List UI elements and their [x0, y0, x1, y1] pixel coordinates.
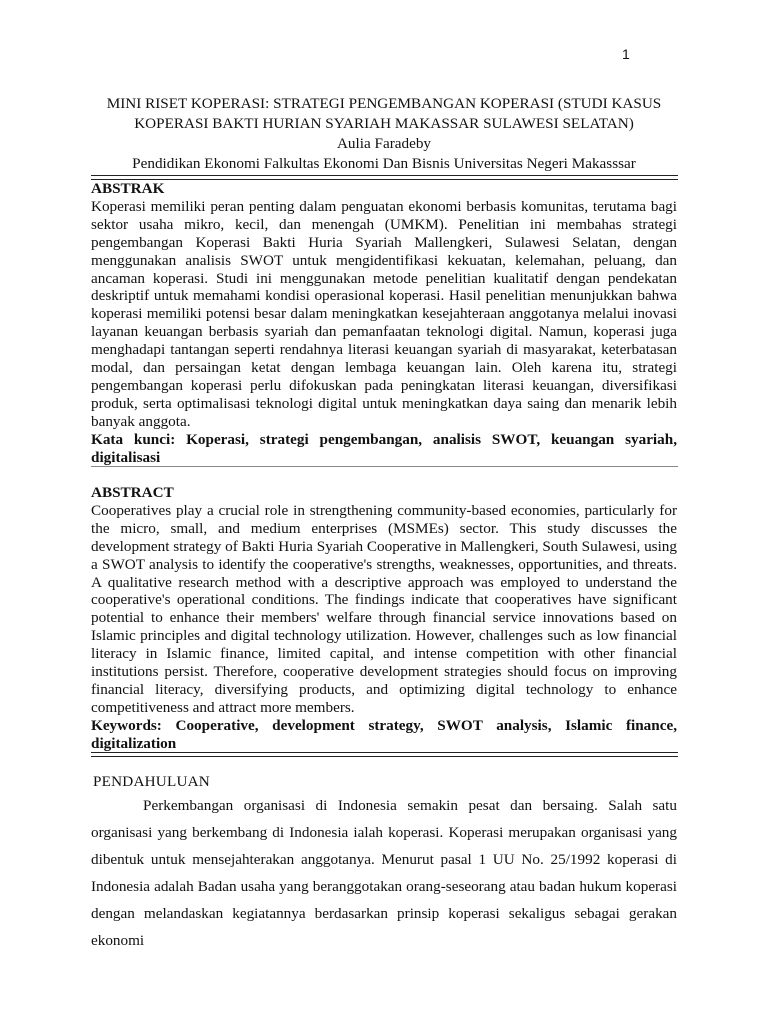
page-number: 1 — [622, 46, 630, 62]
paper-header — [91, 94, 677, 174]
abstrak-body: Koperasi memiliki peran penting dalam penguatan ekonomi berbasis komunitas, terutama bagi sektor usaha mikro, kecil, dan menengah (UMKM). Penelitian ini membahas strategi pengembangan Koperasi Bakti Huria Syariah Mallengkeri, Sulawesi Selatan, dengan menggunakan analisis SWOT untuk mengidentifikasi kekuatan, kelemahan, peluang, dan ancaman koperasi. Studi ini menggunakan metode penelitian kualitatif dengan pendekatan deskriptif untuk memahami kondisi operasional koperasi. Hasil penelitian menunjukkan bahwa koperasi memiliki potensi besar dalam meningkatkan kesejahteraan anggotanya melalui inovasi layanan keuangan berbasis syariah dan pemanfaatan teknologi digital. Namun, koperasi juga menghadapi tantangan seperti rendahnya literasi keuangan syariah di masyarakat, keterbatasan modal, dan persaingan ketat dengan lembaga keuangan lain. Oleh karena itu, strategi pengembangan koperasi perlu difokuskan pada peningkatan literasi keuangan, diversifikasi produk, serta optimalisasi teknologi digital untuk meningkatkan daya saing dan menarik lebih banyak anggota. — [91, 197, 677, 430]
abstract-divider — [91, 752, 678, 757]
paper-title-line-1: MINI RISET KOPERASI: STRATEGI PENGEMBANGAN KOPERASI (STUDI KASUS — [106, 95, 662, 112]
introduction-body: Perkembangan organisasi di Indonesia semakin pesat dan bersaing. Salah satu organisasi yang berkembang di Indonesia ialah koperasi. Koperasi merupakan organisasi yang dibentuk untuk mensejahterakan anggotanya. Menurut pasal 1 UU No. 25/1992 koperasi di Indonesia adalah Badan usaha yang beranggotakan orang-seseorang atau badan hukum koperasi dengan melandaskan kegiatannya berdasarkan prinsip koperasi sekaligus sebagai gerakan ekonomi — [91, 797, 677, 949]
abstrak-keywords: Kata kunci: Koperasi, strategi pengembangan, analisis SWOT, keuangan syariah, digitalisasi — [91, 430, 677, 466]
paper-title-line-2: KOPERASI BAKTI HURIAN SYARIAH MAKASSAR SULAWESI SELATAN) — [134, 115, 634, 132]
abstract-section — [91, 484, 677, 753]
abstrak-divider — [91, 466, 678, 467]
abstrak-section — [91, 180, 677, 467]
abstract-keywords: Keywords: Cooperative, development strategy, SWOT analysis, Islamic finance, digitalization — [91, 716, 677, 752]
introduction-heading: PENDAHULUAN — [93, 773, 210, 790]
author-name: Aulia Faradeby — [336, 135, 432, 152]
abstract-body: Cooperatives play a crucial role in strengthening community-based economies, particularly for the micro, small, and medium enterprises (MSMEs) sector. This study discusses the development strategy of Bakti Huria Syariah Cooperative in Mallengkeri, South Sulawesi, using a SWOT analysis to identify the cooperative's strengths, weaknesses, opportunities, and threats. A qualitative research method with a descriptive approach was employed to understand the cooperative's operational conditions. The findings indicate that cooperatives have significant potential to enhance their members' welfare through financial service innovations based on Islamic principles and digital technology utilization. However, challenges such as low financial literacy in Islamic finance, limited capital, and intense competition with other financial institutions persist. Therefore, cooperative development strategies should focus on improving financial literacy, diversifying products, and optimizing digital technology to enhance competitiveness and attract more members. — [91, 501, 677, 716]
abstract-heading: ABSTRACT — [91, 484, 174, 501]
author-affiliation: Pendidikan Ekonomi Falkultas Ekonomi Dan Bisnis Universitas Negeri Makasssar — [132, 155, 636, 172]
abstrak-heading: ABSTRAK — [91, 180, 165, 197]
